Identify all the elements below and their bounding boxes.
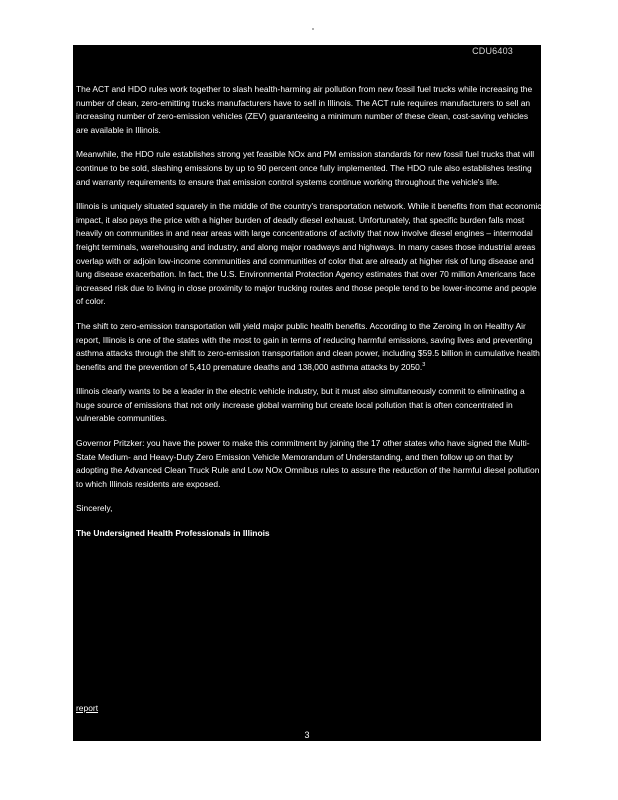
footnote-marker: 3: [422, 361, 426, 368]
signature-line: The Undersigned Health Professionals in Illinois: [76, 528, 270, 539]
letter-body: [76, 83, 542, 541]
document-page: [73, 45, 541, 741]
paragraph-illinois-transport: Illinois is uniquely situated squarely in the middle of the country's transportation network. While it benefits from that economic impact, it also pays the price with a higher burden of deadly diesel exhaust. Unfortunately, that specific burden falls most heavily on communities in and near areas with large concentrations of activity that now involve diesel engines – intermodal freight terminals, warehousing and industry, and along major roadways and highways. In many cases those industrial areas overlap with or adjoin low-income communities and communities of color that are already at higher risk of lung disease and lung disease exacerbation. In fact, the U.S. Environmental Protection Agency estimates that over 70 million Americans face increased risk due to living in close proximity to major trucking routes and those people tend to be lower-income and people of color.: [76, 201, 542, 307]
scan-mark: [312, 28, 314, 30]
paragraph-act-hdo: The ACT and HDO rules work together to slash health-harming air pollution from new fossil fuel trucks while increasing the number of clean, zero-emitting trucks manufacturers have to sell in Illinois. The ACT rule requires manufacturers to sell an increasing number of zero-emission vehicles (ZEV) guaranteeing a minimum number of these clean, cost-saving vehicles are available in Illinois.: [76, 84, 533, 135]
closing-salutation: Sincerely,: [76, 503, 113, 514]
page-number: 3: [304, 730, 310, 740]
paragraph-governor-appeal: Governor Pritzker: you have the power to make this commitment by joining the 17 other states who have signed the Multi-State Medium- and Heavy-Duty Zero Emission Vehicle Memorandum of Understanding, and then follow up on that by adopting the Advanced Clean Truck Rule and Low NOx Omnibus rules to assure the reduction of the harmful diesel pollution to which Illinois residents are exposed.: [76, 438, 540, 489]
paragraph-hdo-rule: Meanwhile, the HDO rule establishes strong yet feasible NOx and PM emission standards for new fossil fuel trucks that will continue to be sold, slashing emissions by up to 90 percent once fully implemented. The HDO rule also establishes testing and warranty requirements to ensure that emission control systems continue working throughout the vehicle's life.: [76, 149, 535, 187]
health-benefits-text: The shift to zero-emission transportation will yield major public health benefits. According to the Zeroing In on Healthy Air report, Illinois is one of the states with the most to gain in terms of reducing harmful emissions, saving lives and preventing asthma attacks through the shift to zero-emission transportation and clean power, including $59.5 billion in cumulative health benefits and the prevention of 5,410 premature deaths and 138,000 asthma attacks by 2050.: [76, 320, 540, 372]
paragraph-health-benefits: [76, 320, 542, 374]
footnote-report-link[interactable]: report: [76, 703, 99, 713]
document-id: CDU6403: [472, 46, 513, 56]
paragraph-ev-leader: Illinois clearly wants to be a leader in the electric vehicle industry, but it must also simultaneously commit to eliminating a huge source of emissions that not only increase global warming but create local pollution that is often concentrated in vulnerable communities.: [76, 386, 525, 424]
